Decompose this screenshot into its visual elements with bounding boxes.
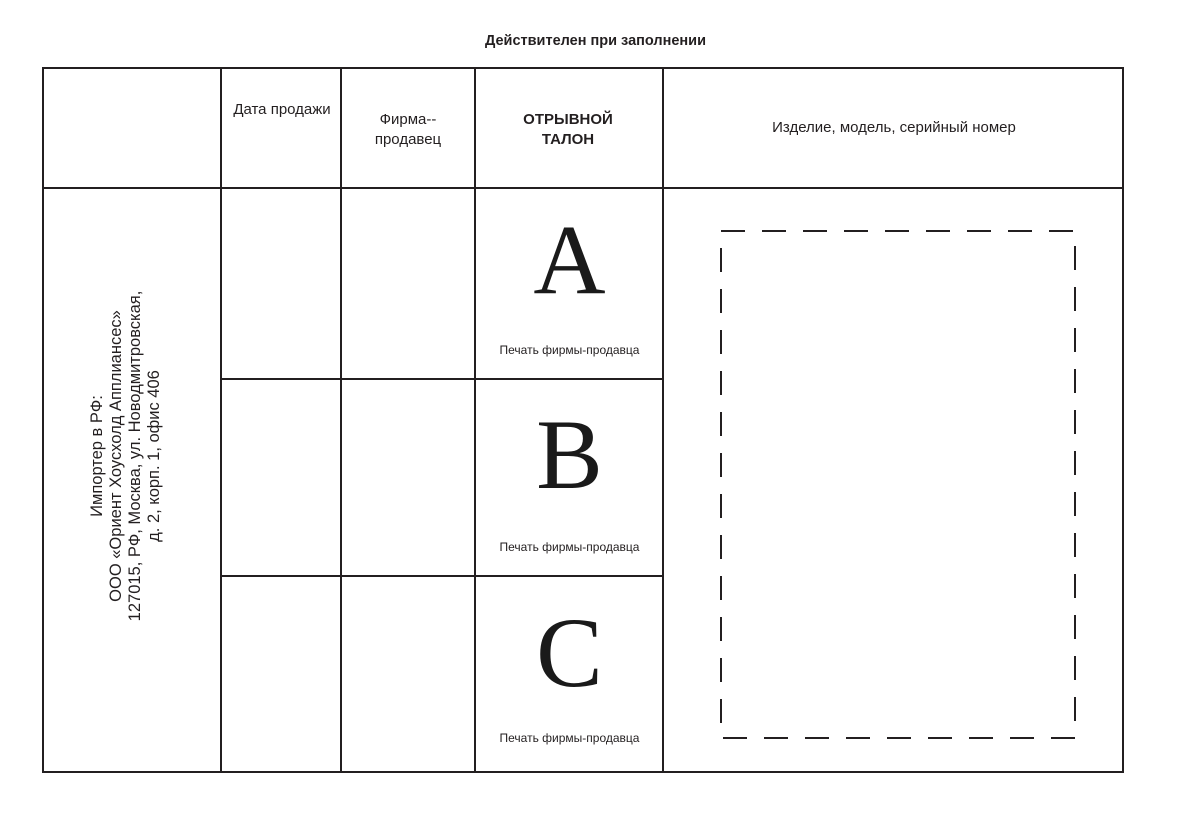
importer-line: 127015, РФ, Москва, ул. Новодмитровская,	[126, 290, 144, 622]
importer-line: Импортер в РФ:	[88, 395, 106, 517]
page-title: Действителен при заполнении	[484, 33, 707, 49]
header-product: Изделие, модель, серийный номер	[772, 118, 1016, 136]
importer-line: ООО «Ориент Хоусхолд Апплиансес»	[107, 310, 125, 602]
row-divider	[220, 378, 664, 380]
column-divider	[220, 67, 222, 773]
product-label-area	[720, 230, 1076, 739]
coupon-letter-a: A	[533, 204, 606, 315]
coupon-stamp-b: Печать фирмы-продавца	[499, 540, 640, 554]
row-divider	[220, 575, 664, 577]
coupon-stamp-c: Печать фирмы-продавца	[499, 731, 640, 745]
header-divider	[42, 187, 1124, 189]
header-coupon: ОТРЫВНОЙ ТАЛОН	[523, 111, 613, 149]
importer-line: д. 2, корп. 1, офис 406	[145, 370, 163, 542]
coupon-letter-c: C	[536, 597, 603, 708]
column-divider	[340, 67, 342, 773]
importer-info	[88, 206, 176, 706]
header-sale-date: Дата продажи	[233, 101, 331, 118]
header-seller: Фирма-- продавец	[374, 111, 442, 149]
coupon-stamp-a: Печать фирмы-продавца	[499, 343, 640, 357]
coupon-letter-b: B	[536, 399, 603, 510]
column-divider	[474, 67, 476, 773]
